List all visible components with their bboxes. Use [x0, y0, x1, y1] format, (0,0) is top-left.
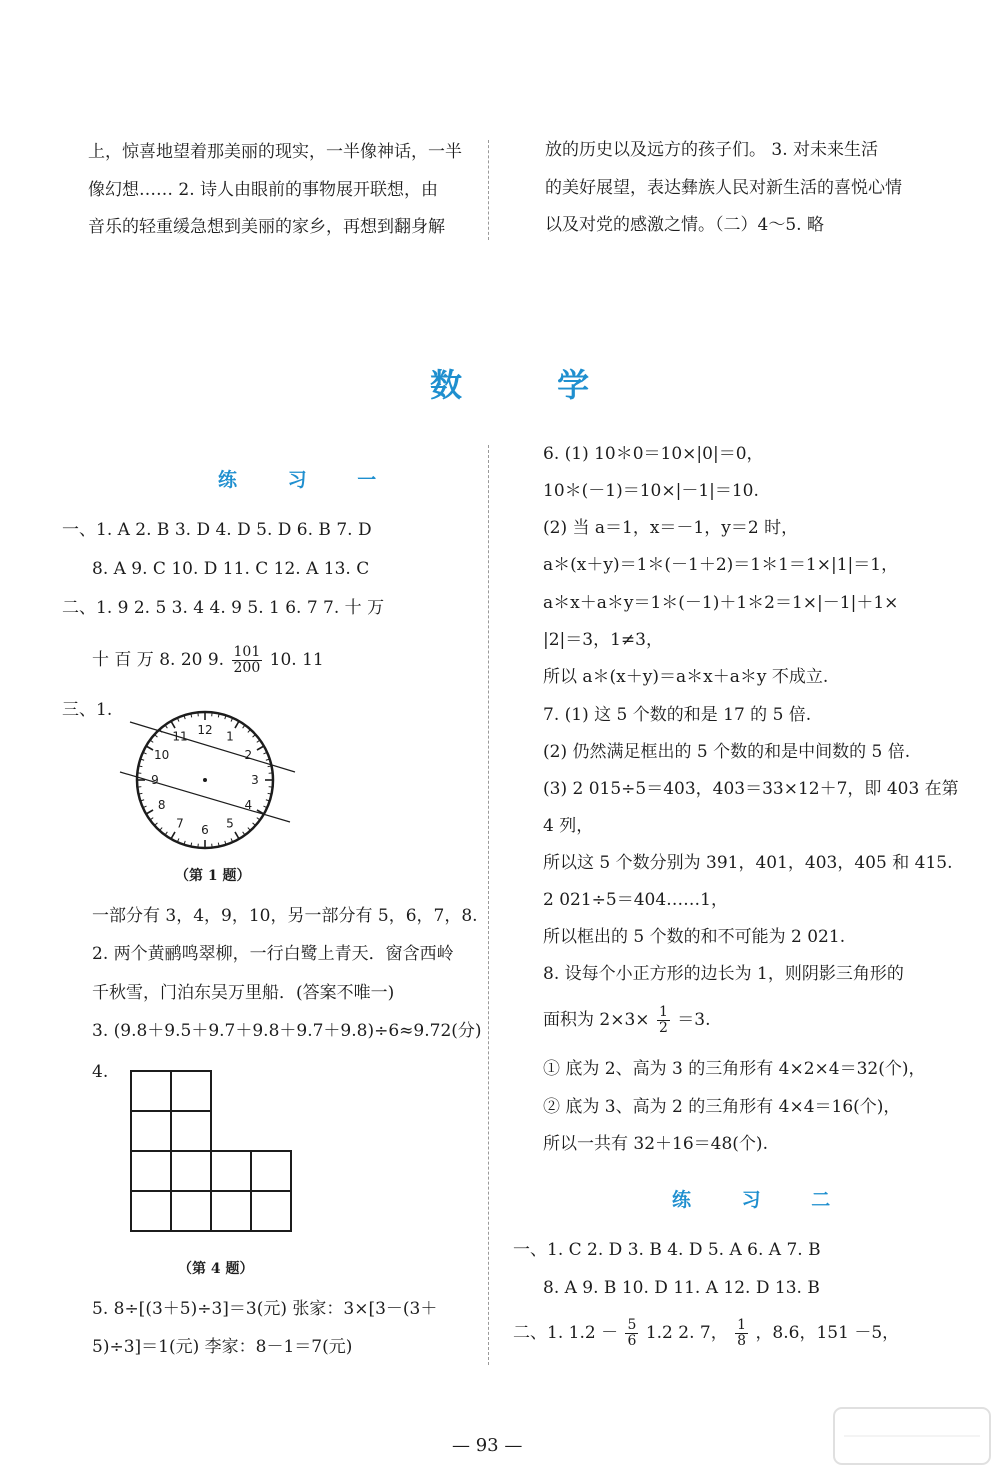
grid-square [131, 1111, 171, 1151]
answer-line: 所以框出的 5 个数的和不可能为 2 021. [543, 927, 846, 947]
subject-title: 数 学 [430, 366, 632, 404]
clock-tick [171, 721, 175, 728]
fraction-denominator: 200 [233, 660, 261, 676]
grid-square [251, 1191, 291, 1231]
clock-number: 3 [251, 773, 259, 787]
clock-number: 10 [154, 748, 170, 762]
answer-line: 一、1. C 2. D 3. B 4. D 5. A 6. A 7. B [513, 1240, 821, 1260]
answer-line: 4 列， [543, 816, 594, 836]
answer-line-with-fraction [513, 1318, 899, 1349]
column-divider [488, 445, 489, 1365]
grid-square [211, 1191, 251, 1231]
answer-line: ① 底为 2、高为 3 的三角形有 4×2×4＝32(个)， [543, 1059, 926, 1079]
top-right-line-2: 的美好展望，表达彝族人民对新生活的喜悦心情 [545, 178, 902, 198]
fraction-numerator: 1 [658, 1004, 668, 1020]
answer-line: a＊x＋a＊y＝1＊(－1)＋1＊2＝1×|－1|＋1× [543, 593, 899, 613]
answer-line: (2) 仍然满足框出的 5 个数的和是中间数的 5 倍. [543, 742, 911, 762]
answer-line: 一部分有 3，4，9，10，另一部分有 5，6，7，8. [92, 906, 478, 926]
fraction-numerator: 5 [627, 1317, 637, 1333]
clock-tick [257, 746, 264, 750]
fraction [735, 1318, 748, 1349]
answer-line: 2 021÷5＝404……1， [543, 890, 728, 910]
clock-tick [146, 810, 153, 814]
clock-tick [235, 721, 239, 728]
grid-square [171, 1191, 211, 1231]
watermark-graphic [832, 1406, 992, 1466]
fraction-denominator: 2 [658, 1020, 668, 1036]
clock-number: 6 [201, 823, 209, 837]
answer-line: 8. A 9. C 10. D 11. C 12. A 13. C [92, 559, 370, 579]
answer-line: 7. (1) 这 5 个数的和是 17 的 5 倍. [543, 705, 812, 725]
answer-text: 1.2 2. 7， [645, 1323, 728, 1343]
answer-line: 8. 设每个小正方形的边长为 1，则阴影三角形的 [543, 964, 904, 984]
watermark-logo [832, 1406, 992, 1466]
grid-square [131, 1191, 171, 1231]
clock-number: 5 [226, 816, 234, 831]
top-left-line-1: 上，惊喜地望着那美丽的现实，一半像神话，一半 [88, 142, 462, 162]
section-title-practice-1: 练 习 一 [218, 469, 399, 491]
grid-square [131, 1071, 171, 1111]
grid-square [171, 1071, 211, 1111]
top-left-line-2: 像幻想…… 2. 诗人由眼前的事物展开联想，由 [88, 180, 439, 200]
clock-tick [235, 832, 239, 839]
answer-line: 5. 8÷[(3＋5)÷3]＝3(元) 张家：3×[3－(3＋ [92, 1299, 438, 1319]
top-right-line-3: 以及对党的感激之情。（二）4～5. 略 [545, 215, 824, 235]
answer-text: ＝3. [677, 1010, 711, 1030]
answer-line-with-fraction [92, 645, 324, 676]
figure-caption-1: （第 1 题） [175, 868, 251, 884]
fraction-numerator: 1 [737, 1317, 747, 1333]
section-title-practice-2: 练 习 二 [672, 1189, 853, 1211]
answer-line: 10＊(－1)＝10×|－1|＝10. [543, 481, 759, 501]
fraction-denominator: 6 [627, 1333, 637, 1349]
top-left-line-3: 音乐的轻重缓急想到美丽的家乡，再想到翻身解 [88, 217, 445, 237]
grid-square [251, 1151, 291, 1191]
clock-number: 4 [244, 798, 253, 812]
fraction-denominator: 8 [737, 1333, 747, 1349]
answer-line: 5)÷3]＝1(元) 李家：8－1＝7(元) [92, 1337, 353, 1357]
answer-line: 所以 a＊(x＋y)＝a＊x＋a＊y 不成立. [543, 667, 829, 687]
answer-line: (2) 当 a＝1，x＝－1，y＝2 时， [543, 518, 799, 538]
answer-line: 6. (1) 10＊0＝10×|0|＝0， [543, 444, 764, 464]
fraction-numerator: 101 [233, 644, 261, 660]
clock-figure [115, 700, 305, 860]
top-column-divider [488, 140, 489, 240]
clock-center [203, 778, 207, 782]
answer-line: 二、1. 9 2. 5 3. 4 4. 9 5. 1 6. 7 7. 十 万 [62, 598, 385, 618]
answer-line: |2|＝3，1≠3， [543, 630, 663, 650]
page-number: — 93 — [452, 1435, 523, 1456]
clock-tick [171, 832, 175, 839]
question-label: 4. [92, 1062, 109, 1082]
clock-number: 8 [157, 798, 166, 812]
fraction [625, 1318, 638, 1349]
clock-number: 9 [151, 773, 159, 787]
figure-caption-4: （第 4 题） [178, 1261, 254, 1277]
grid-square [171, 1111, 211, 1151]
answer-line: ② 底为 3、高为 2 的三角形有 4×4＝16(个)， [543, 1097, 901, 1117]
question-label: 三、1. [62, 700, 113, 720]
answer-line: a＊(x＋y)＝1＊(－1＋2)＝1＊1＝1×|1|＝1， [543, 555, 899, 575]
top-right-line-1: 放的历史以及远方的孩子们。 3. 对未来生活 [545, 140, 879, 160]
grid-square [131, 1151, 171, 1191]
answer-line: 8. A 9. B 10. D 11. A 12. D 13. B [543, 1278, 820, 1298]
answer-text: 十 百 万 8. 20 9. [92, 650, 225, 670]
clock-tick [146, 746, 153, 750]
answer-line: (3) 2 015÷5＝403，403＝33×12＋7，即 403 在第 [543, 779, 959, 799]
answer-line: 3. (9.8＋9.5＋9.7＋9.8＋9.7＋9.8)÷6≈9.72(分) [92, 1021, 482, 1041]
square-grid-figure [128, 1068, 298, 1236]
fraction [657, 1005, 670, 1036]
answer-line-with-fraction [543, 1005, 711, 1036]
fraction [232, 645, 263, 676]
clock-number: 2 [244, 748, 253, 762]
answer-line: 所以一共有 32＋16＝48(个). [543, 1134, 768, 1154]
answer-line: 2. 两个黄鹂鸣翠柳，一行白鹭上青天．窗含西岭 [92, 944, 454, 964]
answer-text: 面积为 2×3× [543, 1010, 650, 1030]
answer-line: 所以这 5 个数分别为 391，401，403，405 和 415. [543, 853, 953, 873]
clock-number: 12 [197, 723, 213, 737]
answer-line: 千秋雪，门泊东吴万里船．(答案不唯一) [92, 983, 395, 1003]
answer-text: 二、1. 1.2 － [513, 1323, 619, 1343]
clock-number: 11 [172, 729, 188, 744]
clock-number: 1 [226, 729, 234, 744]
clock-number: 7 [176, 816, 184, 831]
answer-text: 10. 11 [269, 650, 324, 670]
answer-text: ，8.6，151 －5， [755, 1323, 900, 1343]
answer-line: 一、1. A 2. B 3. D 4. D 5. D 6. B 7. D [62, 520, 372, 540]
grid-square [211, 1151, 251, 1191]
grid-square [171, 1151, 211, 1191]
